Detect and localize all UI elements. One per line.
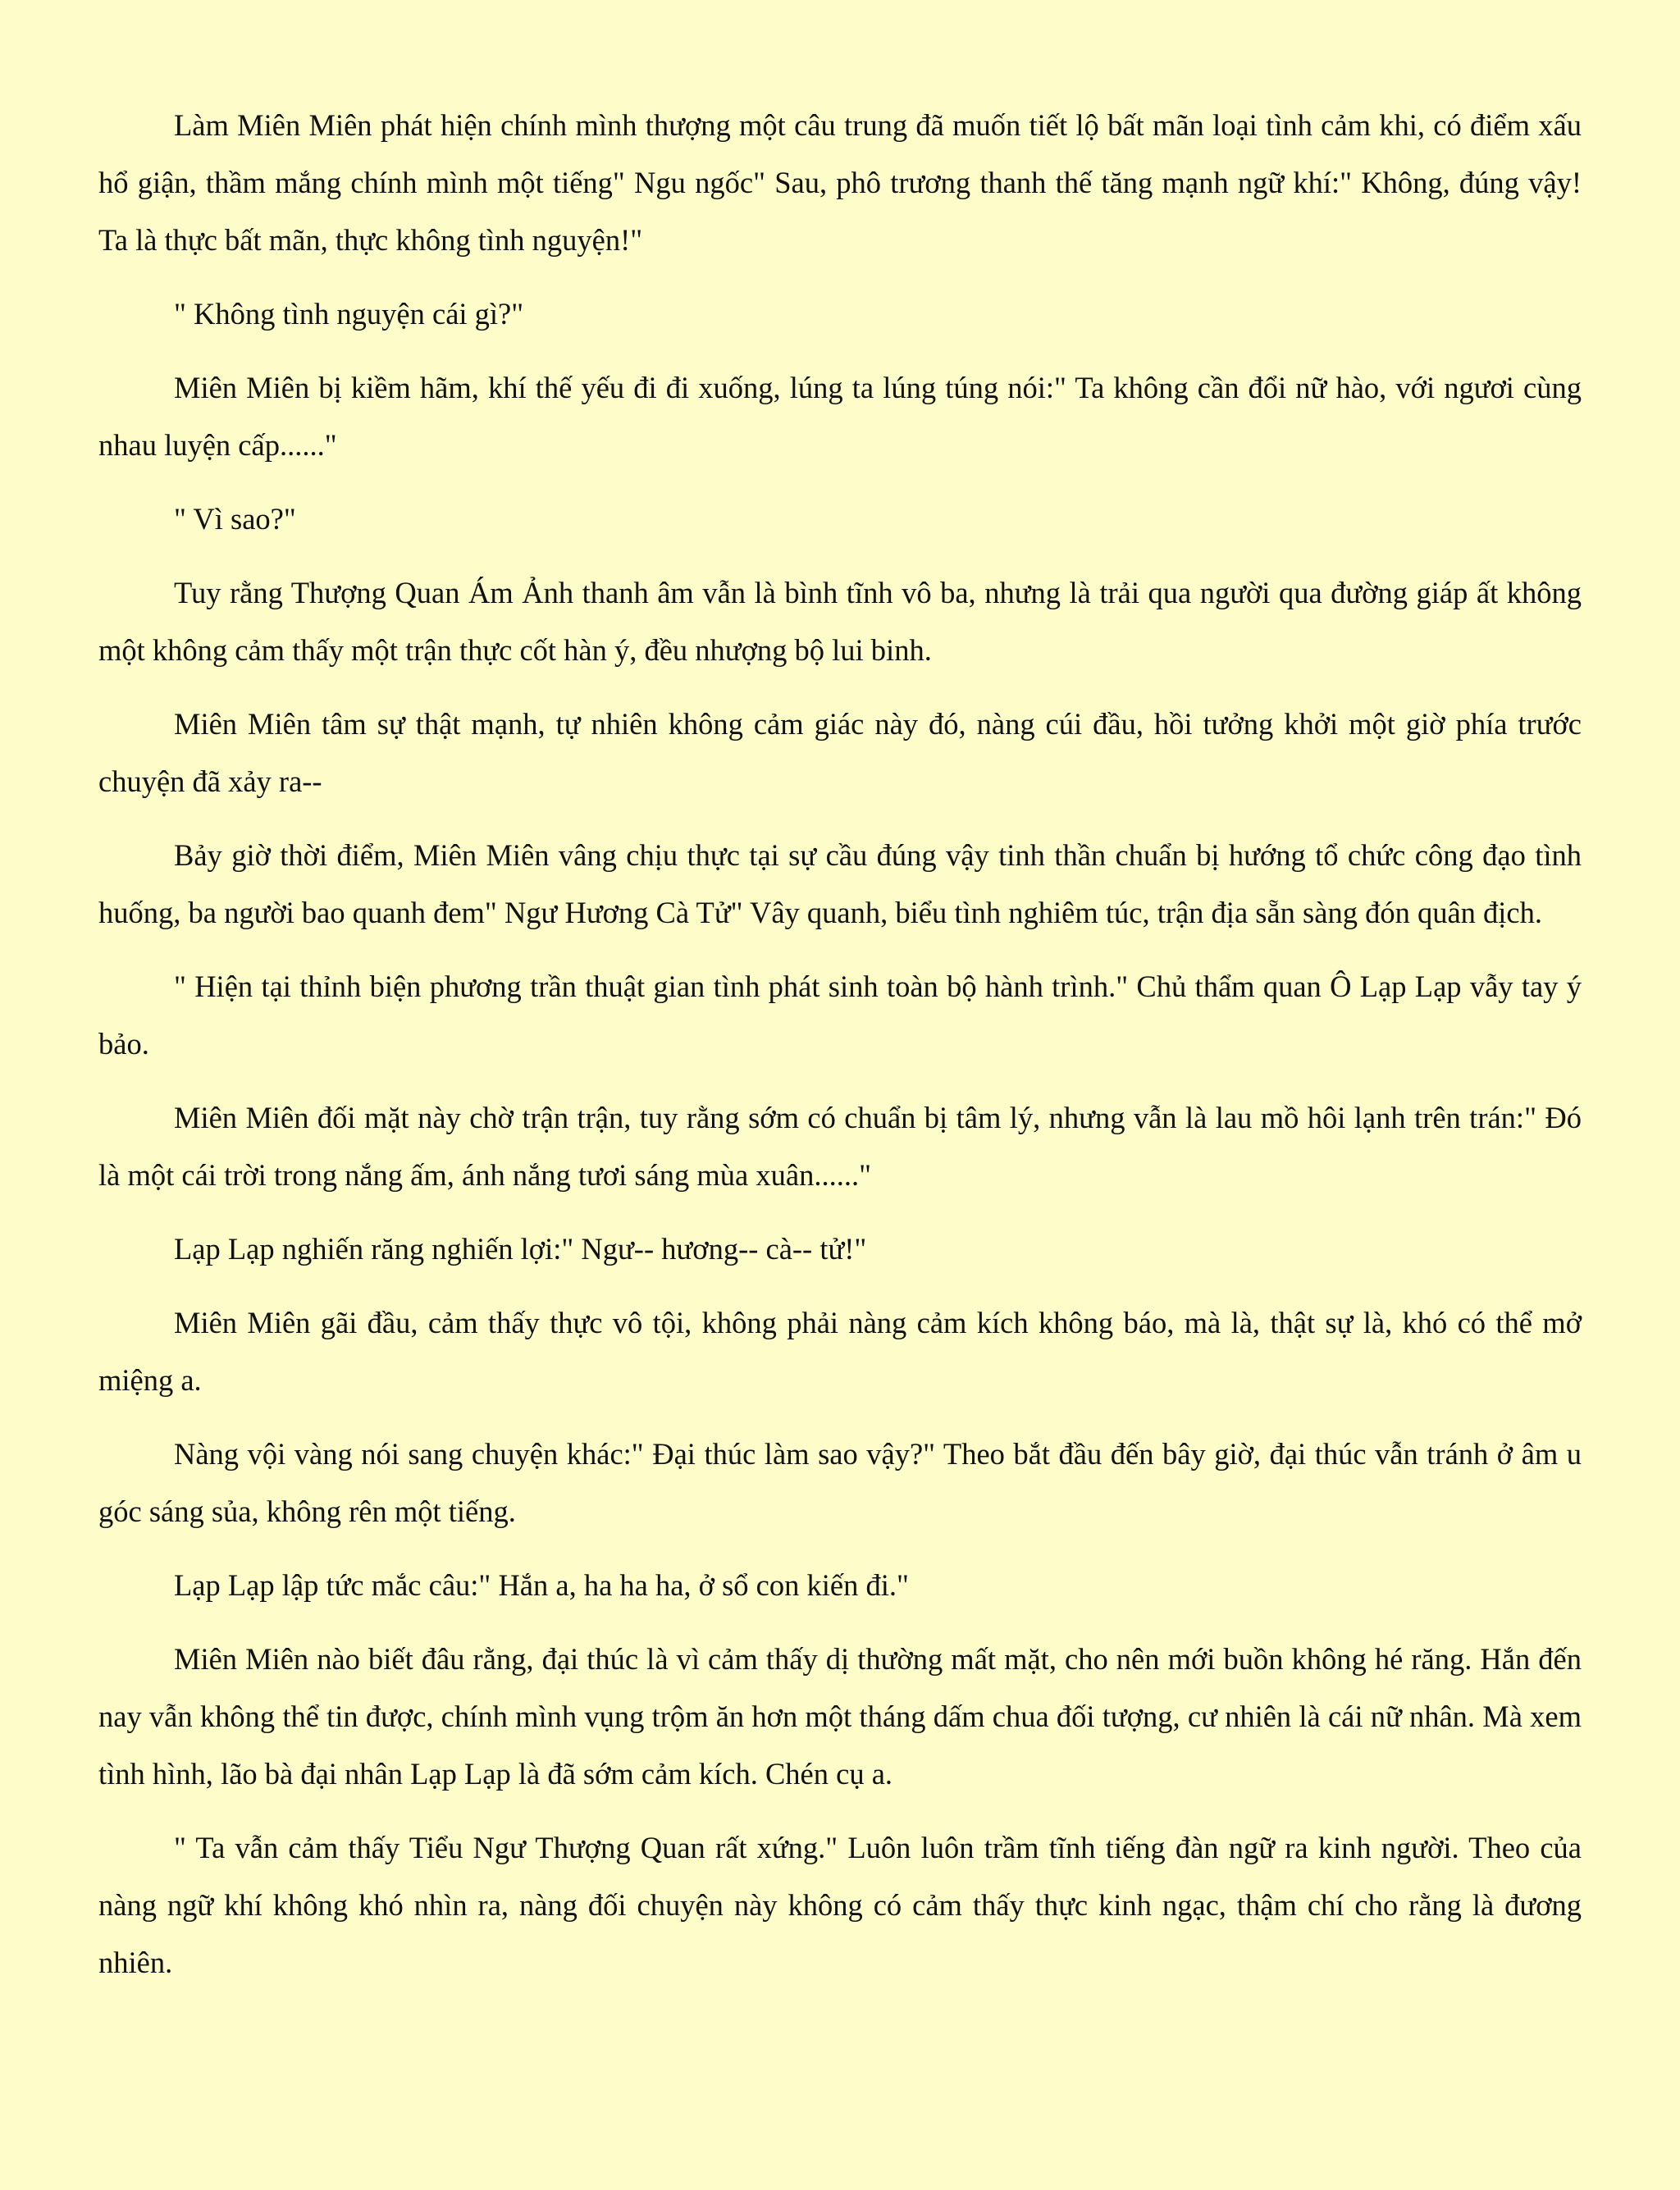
paragraph: " Hiện tại thỉnh biện phương trần thuật gian tình phát sinh toàn bộ hành trình." Chủ thẩm quan Ô Lạp Lạp vẫy tay ý bảo. xyxy=(98,970,1582,1061)
paragraph: " Không tình nguyện cái gì?" xyxy=(174,297,524,331)
paragraph: Miên Miên nào biết đâu rằng, đại thúc là vì cảm thấy dị thường mất mặt, cho nên mới buồn không hé răng. Hắn đến nay vẫn không thể tin được, chính mình vụng trộm ăn hơn một tháng dấm chua đối tượng, cư nhiên là cái nữ nhân. Mà xem tình hình, lão bà đại nhân Lạp Lạp là đã sớm cảm kích. Chén cụ a. xyxy=(98,1642,1582,1791)
paragraph: Tuy rằng Thượng Quan Ám Ảnh thanh âm vẫn là bình tĩnh vô ba, nhưng là trải qua người qua đường giáp ất không một không cảm thấy một trận thực cốt hàn ý, đều nhượng bộ lui binh. xyxy=(98,576,1582,667)
paragraph: Lạp Lạp lập tức mắc câu:" Hắn a, ha ha ha, ở sổ con kiến đi." xyxy=(174,1568,909,1602)
paragraph: Miên Miên gãi đầu, cảm thấy thực vô tội, không phải nàng cảm kích không báo, mà là, thật sự là, khó có thể mở miệng a. xyxy=(98,1306,1582,1397)
paragraph: Bảy giờ thời điểm, Miên Miên vâng chịu thực tại sự cầu đúng vậy tinh thần chuẩn bị hướng tổ chức công đạo tình huống, ba người bao quanh đem" Ngư Hương Cà Tử" Vây quanh, biểu tình nghiêm túc, trận địa sẵn sàng đón quân địch. xyxy=(98,838,1582,929)
paragraph: Miên Miên bị kiềm hãm, khí thế yếu đi đi xuống, lúng ta lúng túng nói:" Ta không cần đổi nữ hào, với ngươi cùng nhau luyện cấp......" xyxy=(98,371,1582,462)
paragraph: " Vì sao?" xyxy=(174,502,296,536)
paragraph: " Ta vẫn cảm thấy Tiểu Ngư Thượng Quan rất xứng." Luôn luôn trầm tĩnh tiếng đàn ngữ ra kinh người. Theo của nàng ngữ khí không khó nhìn ra, nàng đối chuyện này không có cảm thấy thực kinh ngạc, thậm chí cho rằng là đương nhiên. xyxy=(98,1831,1582,1979)
paragraph: Nàng vội vàng nói sang chuyện khác:" Đại thúc làm sao vậy?" Theo bắt đầu đến bây giờ, đại thúc vẫn tránh ở âm u góc sáng sủa, không rên một tiếng. xyxy=(98,1437,1582,1528)
paragraph: Lạp Lạp nghiến răng nghiến lợi:" Ngư-- hương-- cà-- tử!" xyxy=(174,1232,867,1266)
paragraph: Làm Miên Miên phát hiện chính mình thượng một câu trung đã muốn tiết lộ bất mãn loại tình cảm khi, có điểm xấu hổ giận, thầm mắng chính mình một tiếng" Ngu ngốc" Sau, phô trương thanh thế tăng mạnh ngữ khí:" Không, đúng vậy! Ta là thực bất mãn, thực không tình nguyện!" xyxy=(98,108,1582,257)
paragraph: Miên Miên đối mặt này chờ trận trận, tuy rằng sớm có chuẩn bị tâm lý, nhưng vẫn là lau mồ hôi lạnh trên trán:" Đó là một cái trời trong nắng ấm, ánh nắng tươi sáng mùa xuân......" xyxy=(98,1101,1582,1192)
paragraph: Miên Miên tâm sự thật mạnh, tự nhiên không cảm giác này đó, nàng cúi đầu, hồi tưởng khởi một giờ phía trước chuyện đã xảy ra-- xyxy=(98,707,1582,798)
